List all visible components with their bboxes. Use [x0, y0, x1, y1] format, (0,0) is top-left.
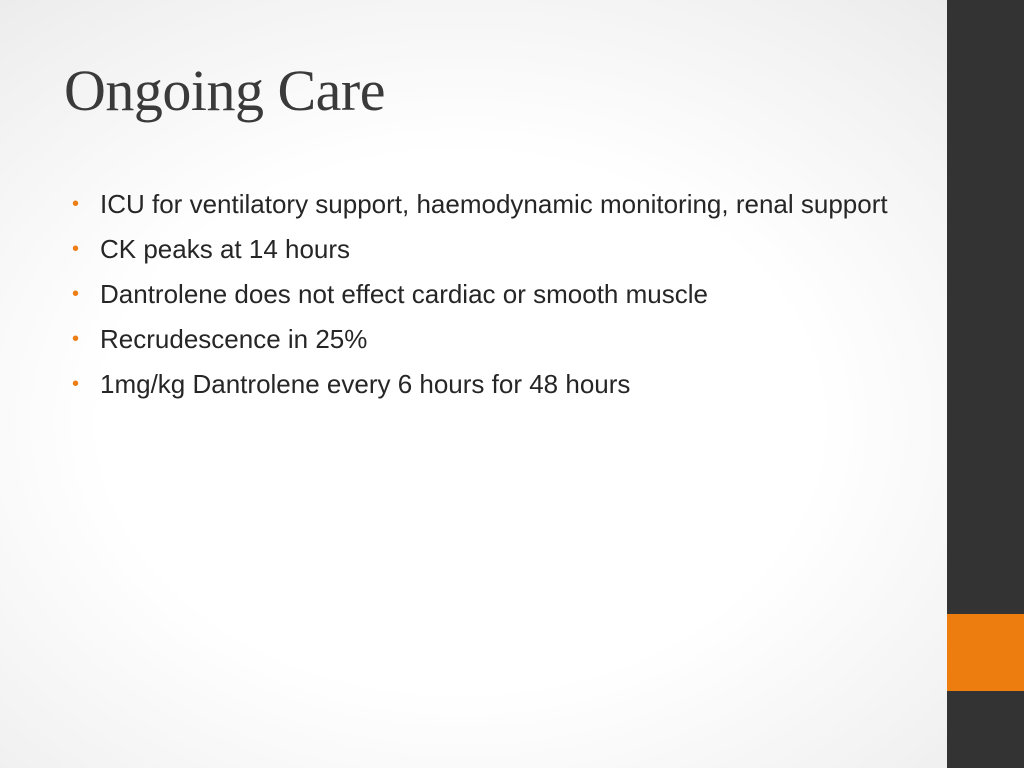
bullet-text: Recrudescence in 25% [100, 324, 368, 354]
sidebar-decoration [947, 0, 1024, 768]
orange-accent-block [947, 614, 1024, 691]
bullet-icon: • [72, 238, 80, 260]
bullet-list [72, 186, 892, 411]
bullet-icon: • [72, 373, 80, 395]
bullet-item-dantrolene-effect [72, 276, 892, 313]
bullet-item-ck [72, 231, 892, 268]
bullet-icon: • [72, 283, 80, 305]
bullet-item-icu [72, 186, 892, 223]
bullet-text: CK peaks at 14 hours [100, 234, 351, 264]
bullet-item-dosing [72, 366, 892, 403]
bullet-text: Dantrolene does not effect cardiac or smooth muscle [100, 279, 708, 309]
bullet-text: 1mg/kg Dantrolene every 6 hours for 48 hours [100, 369, 631, 399]
bullet-text: ICU for ventilatory support, haemodynamic monitoring, renal support [100, 189, 888, 219]
bullet-icon: • [72, 328, 80, 350]
bullet-icon: • [72, 193, 80, 215]
slide-title: Ongoing Care [64, 58, 385, 123]
bullet-item-recrudescence [72, 321, 892, 358]
